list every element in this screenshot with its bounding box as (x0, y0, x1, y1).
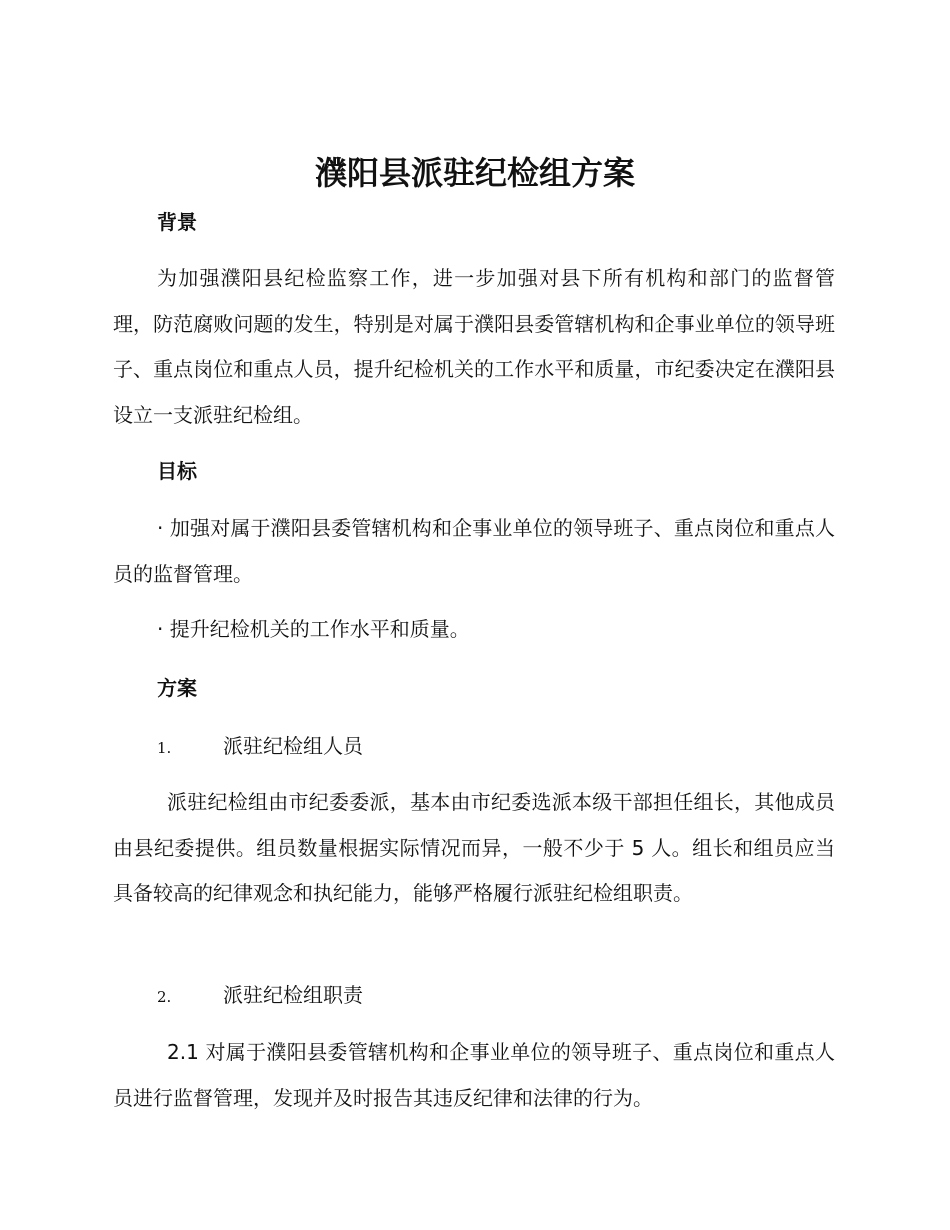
plan-item-1-paragraph: 派驻纪检组由市纪委委派，基本由市纪委选派本级干部担任组长，其他成员由县纪委提供。组员数量根据实际情况而异，一般不少于 5 人。组长和组员应当具备较高的纪律观念和执纪能力，能够严格履行派驻纪检组职责。 (113, 790, 835, 905)
plan-item-2-title: 派驻纪检组职责 (223, 983, 363, 1007)
plan-item-1-number: 1. (157, 739, 172, 757)
heading-plan: 方案 (157, 676, 197, 700)
background-paragraph: 为加强濮阳县纪检监察工作，进一步加强对县下所有机构和部门的监督管理，防范腐败问题的发生，特别是对属于濮阳县委管辖机构和企事业单位的领导班子、重点岗位和重点人员，提升纪检机关的工作水平和质量，市纪委决定在濮阳县设立一支派驻纪检组。 (113, 266, 835, 427)
goal-bullet-2: · 提升纪检机关的工作水平和质量。 (157, 617, 470, 641)
heading-background: 背景 (157, 210, 197, 234)
heading-goals: 目标 (157, 459, 197, 483)
plan-item-2-paragraph: 2.1 对属于濮阳县委管辖机构和企事业单位的领导班子、重点岗位和重点人员进行监督管理，发现并及时报告其违反纪律和法律的行为。 (113, 1040, 835, 1110)
plan-item-1-title: 派驻纪检组人员 (223, 734, 363, 758)
plan-item-2-number: 2. (157, 988, 172, 1006)
goal-bullet-1: · 加强对属于濮阳县委管辖机构和企事业单位的领导班子、重点岗位和重点人员的监督管理。 (113, 516, 835, 586)
document-title: 濮阳县派驻纪检组方案 (314, 154, 635, 192)
plan-item-2-heading (157, 980, 363, 1012)
plan-item-1-heading (157, 731, 363, 763)
